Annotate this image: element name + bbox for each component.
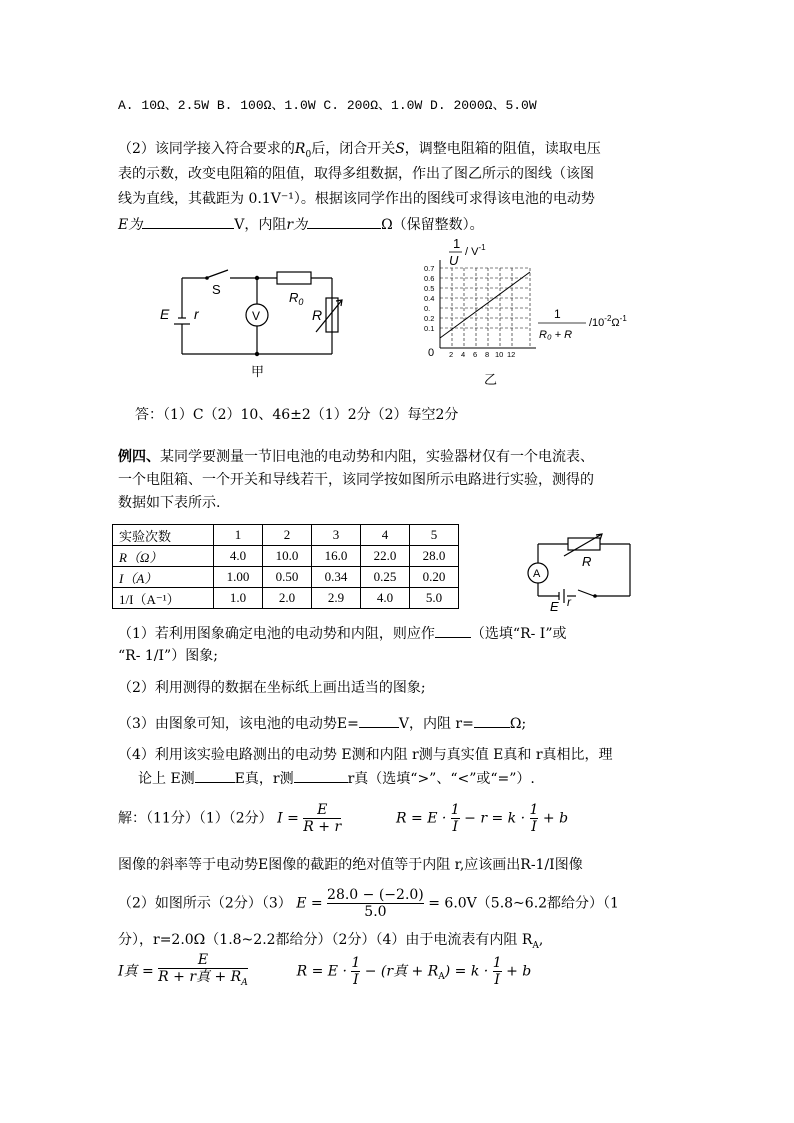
r0-label: $R_0$: [289, 290, 304, 307]
internal-r-label: r: [194, 306, 199, 322]
battery-r-label: r: [567, 595, 571, 609]
y-label-num: 1: [453, 236, 461, 251]
svg-text:0.4: 0.4: [424, 294, 435, 303]
part2-line1: （2）该同学接入符合要求的$R_0$后，闭合开关S，调整电阻箱的阻值，读取电压: [118, 141, 601, 160]
resistor-box-label: R: [582, 554, 592, 569]
svg-text:6: 6: [473, 350, 478, 359]
example4-title: 例四、: [118, 449, 160, 465]
solution-line1: 解：（11分）（1）（2分） I = $\frac{E}{R + r}$ R = E · $\frac{1}{I}$ − r = k · $\frac{1}{I}$ + b: [118, 802, 569, 835]
ex4-q3: （3）由图象可知，该电池的电动势E= V，内阻 r= Ω;: [118, 713, 526, 734]
svg-text:2: 2: [449, 350, 454, 359]
ex4-q1-line1: （1）若利用图象确定电池的电动势和内阻，则应作 （选填“R- I”或: [118, 623, 566, 644]
battery-e-label: E: [550, 599, 559, 614]
solution-line3: （2）如图所示（2分）（3） E = $\frac{28.0 - (-2.0)}{5.0}$ = 6.0V（5.8~6.2都给分）（1: [118, 887, 619, 920]
table-row: R（Ω） 4.0 10.0 16.0 22.0 28.0: [113, 546, 459, 567]
table-row: 1/I（A⁻¹） 1.0 2.0 2.9 4.0 5.0: [113, 588, 459, 609]
grid: [440, 268, 530, 348]
table-row: 实验次数 1 2 3 4 5: [113, 525, 459, 546]
graph-yi: [418, 232, 658, 388]
data-table: [112, 524, 459, 609]
svg-text:4: 4: [461, 350, 466, 359]
example4-line2: 一个电阻箱、一个开关和导线若干，该同学按如图所示电路进行实验，测得的: [118, 472, 594, 488]
figure-yi-label: 乙: [484, 372, 498, 387]
svg-text:0.7: 0.7: [424, 264, 435, 273]
options-line: A. 10Ω、2.5W B. 100Ω、1.0W C. 200Ω、1.0W D. 2000Ω、5.0W: [118, 98, 537, 113]
voltmeter-icon: V: [252, 309, 261, 323]
svg-text:0.1: 0.1: [424, 324, 435, 333]
circuit-jia: [150, 258, 350, 378]
part2-line4: E为 V，内阻r为 Ω（保留整数）。: [118, 214, 484, 235]
part2-line3: 线为直线，其截距为 0.1V⁻¹）。根据该同学作出的图线可求得该电池的电动势: [118, 191, 595, 207]
origin-label: 0: [428, 347, 435, 359]
answer-line: 答：（1）C（2）10、46±2（1）2分（2）每空2分: [135, 407, 459, 423]
x-label-num: 1: [554, 307, 561, 321]
circuit-ex4: [520, 532, 638, 614]
rheostat-label: R: [312, 307, 323, 323]
ammeter-icon: A: [533, 568, 541, 580]
solution-line2: 图像的斜率等于电动势E图像的截距的绝对值等于内阻 r,应该画出R-1/I图像: [118, 857, 583, 873]
ex4-q4-line1: （4）利用该实验电路测出的电动势 E测和内阻 r测与真实值 E真和 r真相比，理: [118, 747, 613, 763]
solution-line5: I真 = $\frac{E}{R + r真 + R_A}$ R = E · $\frac{1}{I}$ − (r真 + $R_A) = k$ · $\frac{1}{I}$ + b: [118, 952, 532, 988]
svg-text:12: 12: [507, 350, 516, 359]
svg-text:0.5: 0.5: [424, 284, 435, 293]
svg-text:8: 8: [485, 350, 490, 359]
y-label-den: U: [449, 253, 459, 268]
y-unit: / $V^{-1}$: [465, 243, 486, 258]
example4-line3: 数据如下表所示.: [118, 495, 221, 511]
x-label-den: R₀ + R: [539, 329, 573, 341]
solution-line4: 分），r=2.0Ω（1.8~2.2都给分）（2分）（4）由于电流表有内阻 $R_A$,: [118, 932, 544, 951]
emf-label: E: [160, 306, 170, 322]
ex4-q2: （2）利用测得的数据在坐标纸上画出适当的图象;: [118, 680, 426, 696]
svg-text:10: 10: [495, 350, 504, 359]
svg-text:0.6: 0.6: [424, 274, 435, 283]
switch-label: S: [212, 282, 221, 297]
ex4-q1-line2: “R- 1/I”）图象;: [118, 648, 218, 664]
x-unit: $/10^{-2}\Omega^{-1}$: [589, 314, 627, 329]
example4-line1: 例四、某同学要测量一节旧电池的电动势和内阻，实验器材仅有一个电流表、: [118, 449, 594, 465]
ex4-q4-line2: 论上 E测 E真，r测 r真（选填“>”、“<”或“=”）.: [138, 768, 535, 789]
table-row: I（A） 1.00 0.50 0.34 0.25 0.20: [113, 567, 459, 588]
svg-text:0.: 0.: [424, 304, 431, 313]
figure-jia-label: 甲: [251, 364, 265, 378]
part2-line2: 表的示数，改变电阻箱的阻值，取得多组数据，作出了图乙所示的图线（该图: [118, 166, 594, 182]
svg-text:0.2: 0.2: [424, 314, 435, 323]
